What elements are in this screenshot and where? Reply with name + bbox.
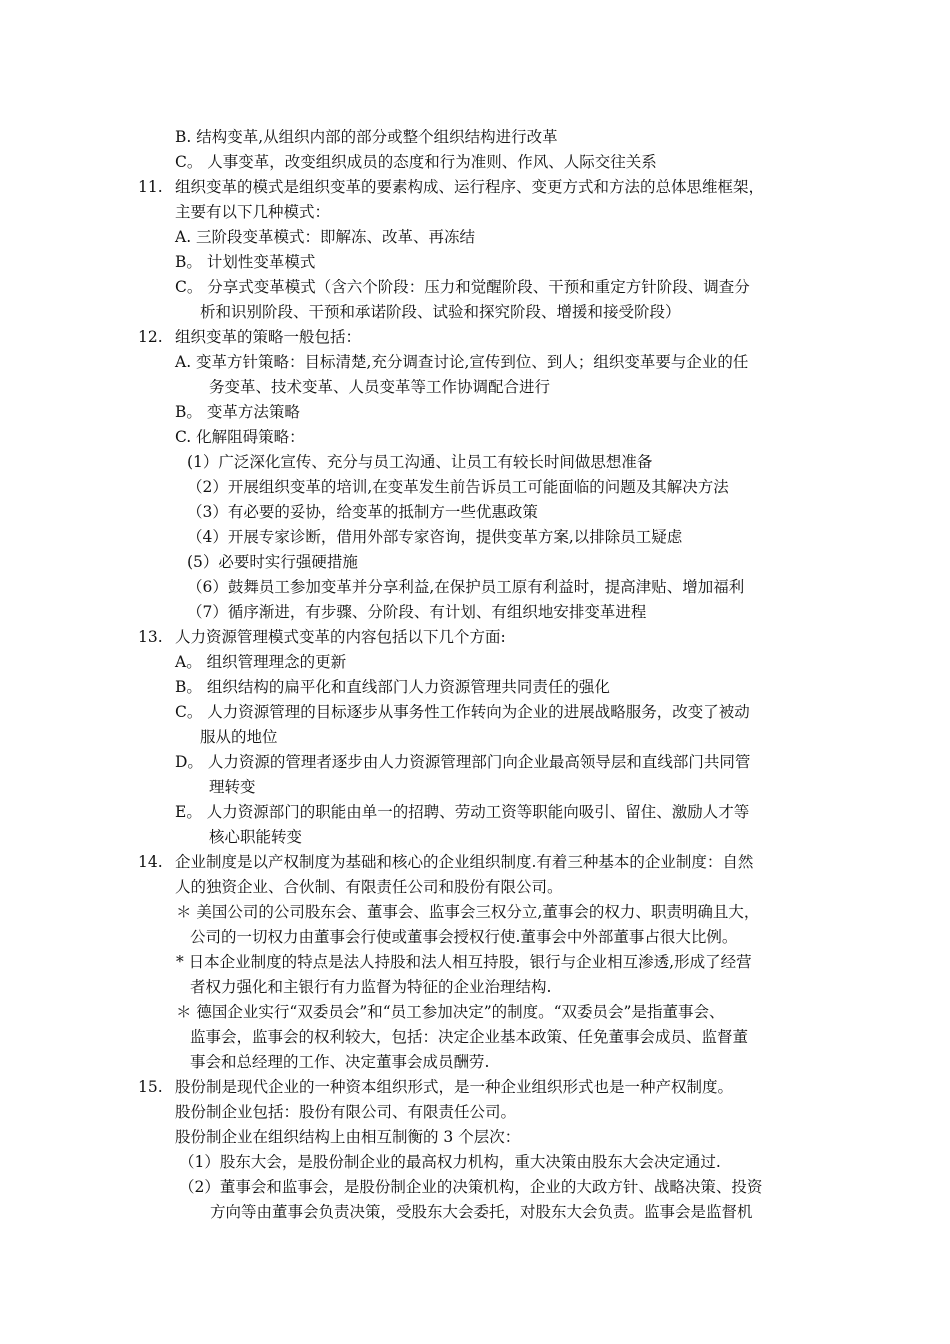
text-line: (5）必要时实行强硬措施 bbox=[187, 553, 358, 571]
list-number: 15. bbox=[138, 1078, 163, 1096]
text-line: 股份制企业在组织结构上由相互制衡的 3 个层次： bbox=[175, 1128, 521, 1146]
text-line: 者权力强化和主银行有力监督为特征的企业治理结构. bbox=[190, 978, 552, 996]
text-line: 析和识别阶段、干预和承诺阶段、试验和探究阶段、增援和接受阶段） bbox=[200, 303, 681, 321]
text-line: 核心职能转变 bbox=[209, 828, 303, 846]
text-line: 股份制是现代企业的一种资本组织形式，是一种企业组织形式也是一种产权制度。 bbox=[175, 1078, 734, 1096]
text-line: 企业制度是以产权制度为基础和核心的企业组织制度.有着三种基本的企业制度：自然 bbox=[175, 853, 754, 871]
text-line: （4）开展专家诊断，借用外部专家咨询，提供变革方案,以排除员工疑虑 bbox=[187, 528, 683, 546]
text-line: ＊ 美国公司的公司股东会、董事会、监事会三权分立,董事会的权力、职责明确且大， bbox=[176, 903, 760, 921]
list-number: 11. bbox=[138, 178, 163, 196]
text-line: D。 人力资源的管理者逐步由人力资源管理部门向企业最高领导层和直线部门共同管 bbox=[175, 753, 751, 771]
text-line: A. 变革方针策略：目标清楚,充分调查讨论,宣传到位、到人；组织变革要与企业的任 bbox=[175, 353, 749, 371]
text-line: 事会和总经理的工作、决定董事会成员酬劳. bbox=[190, 1053, 490, 1071]
text-line: E。 人力资源部门的职能由单一的招聘、劳动工资等职能向吸引、留住、激励人才等 bbox=[175, 803, 750, 821]
text-line: 理转变 bbox=[209, 778, 256, 796]
text-line: （2）董事会和监事会，是股份制企业的决策机构，企业的大政方针、战略决策、投资 bbox=[179, 1178, 763, 1196]
text-line: B. 结构变革,从组织内部的部分或整个组织结构进行改革 bbox=[175, 128, 558, 146]
text-line: C。 分享式变革模式（含六个阶段：压力和觉醒阶段、干预和重定方针阶段、调查分 bbox=[175, 278, 750, 296]
list-number: 13. bbox=[138, 628, 163, 646]
text-line: ＊ 德国企业实行“双委员会”和“员工参加决定”的制度。“双委员会”是指董事会、 bbox=[176, 1003, 725, 1021]
text-line: B。 计划性变革模式 bbox=[175, 253, 316, 271]
list-number: 12. bbox=[138, 328, 163, 346]
text-line: 公司的一切权力由董事会行使或董事会授权行使.董事会中外部董事占很大比例。 bbox=[190, 928, 738, 946]
text-line: 组织变革的模式是组织变革的要素构成、运行程序、变更方式和方法的总体思维框架， bbox=[175, 178, 765, 196]
text-line: A。 组织管理理念的更新 bbox=[175, 653, 347, 671]
text-line: （1）股东大会，是股份制企业的最高权力机构，重大决策由股东大会决定通过. bbox=[179, 1153, 721, 1171]
text-line: 监事会，监事会的权利较大，包括：决定企业基本政策、任免董事会成员、监督董 bbox=[190, 1028, 749, 1046]
text-line: （3）有必要的妥协，给变革的抵制方一些优惠政策 bbox=[187, 503, 538, 521]
text-line: （2）开展组织变革的培训,在变革发生前告诉员工可能面临的问题及其解决方法 bbox=[187, 478, 729, 496]
text-line: 组织变革的策略一般包括： bbox=[175, 328, 362, 346]
text-line: (1）广泛深化宣传、充分与员工沟通、让员工有较长时间做思想准备 bbox=[187, 453, 653, 471]
text-line: 方向等由董事会负责决策，受股东大会委托，对股东大会负责。监事会是监督机 bbox=[210, 1203, 753, 1221]
text-line: C。 人事变革，改变组织成员的态度和行为准则、作风、人际交往关系 bbox=[175, 153, 657, 171]
text-line: 服从的地位 bbox=[200, 728, 278, 746]
text-line: * 日本企业制度的特点是法人持股和法人相互持股，银行与企业相互渗透,形成了经营 bbox=[176, 953, 752, 971]
text-line: 股份制企业包括：股份有限公司、有限责任公司。 bbox=[175, 1103, 517, 1121]
text-line: 人力资源管理模式变革的内容包括以下几个方面: bbox=[175, 628, 506, 646]
text-line: 人的独资企业、合伙制、有限责任公司和股份有限公司。 bbox=[175, 878, 563, 896]
text-line: （7）循序渐进，有步骤、分阶段、有计划、有组织地安排变革进程 bbox=[187, 603, 647, 621]
text-line: （6）鼓舞员工参加变革并分享利益,在保护员工原有利益时，提高津贴、增加福利 bbox=[187, 578, 745, 596]
text-line: 务变革、技术变革、人员变革等工作协调配合进行 bbox=[209, 378, 551, 396]
text-line: B。 变革方法策略 bbox=[175, 403, 300, 421]
text-line: C。 人力资源管理的目标逐步从事务性工作转向为企业的进展战略服务，改变了被动 bbox=[175, 703, 750, 721]
text-line: C. 化解阻碍策略： bbox=[175, 428, 305, 446]
list-number: 14. bbox=[138, 853, 163, 871]
text-line: 主要有以下几种模式： bbox=[175, 203, 331, 221]
text-line: A. 三阶段变革模式：即解冻、改革、再冻结 bbox=[175, 228, 476, 246]
text-line: B。 组织结构的扁平化和直线部门人力资源管理共同责任的强化 bbox=[175, 678, 610, 696]
